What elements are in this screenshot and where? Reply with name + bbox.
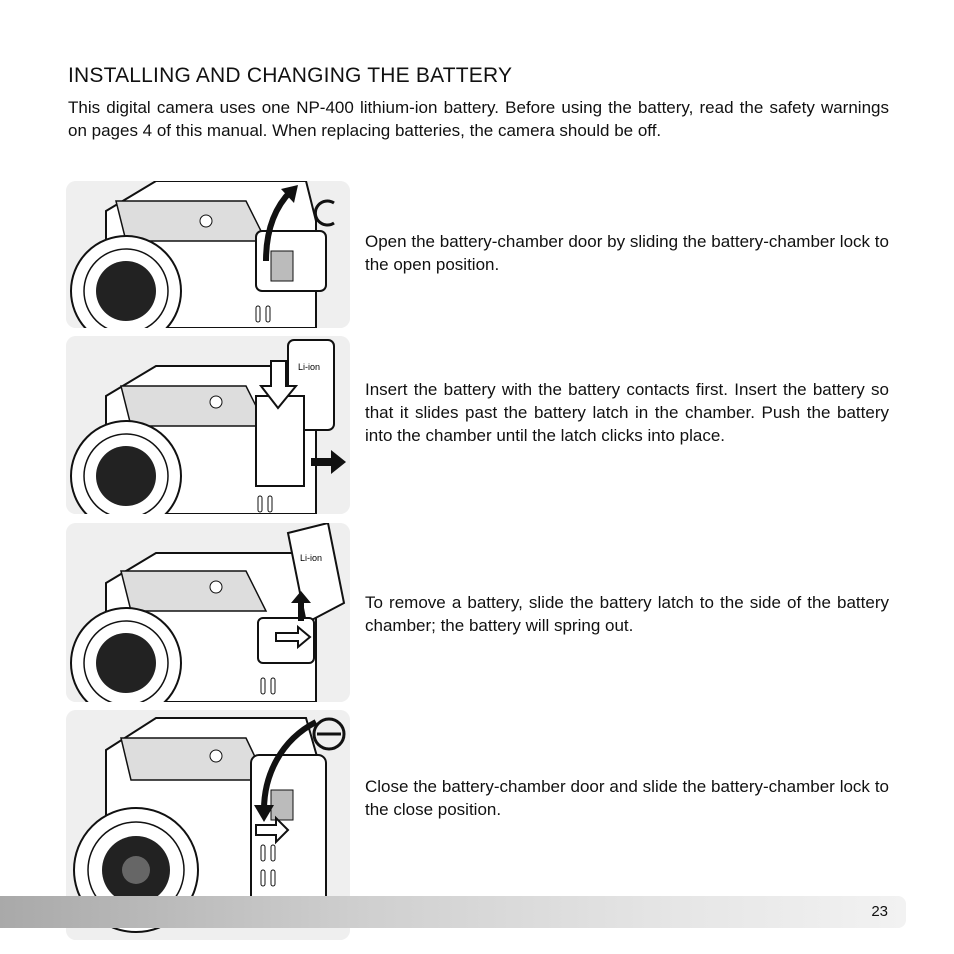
step-2-text: Insert the battery with the battery contacts first. Insert the battery so that it slides past the battery latch in the chamber. Push the battery into the chamber until the latch clicks into place. (365, 380, 889, 445)
step-1-illustration (66, 181, 350, 328)
battery-door-label: Li-ion (298, 362, 321, 372)
step-3-illustration (66, 523, 350, 702)
camera-remove-battery-drawing (66, 523, 350, 702)
step-4-text: Close the battery-chamber door and slide the battery-chamber lock to the close position. (365, 777, 889, 819)
step-1-text: Open the battery-chamber door by sliding the battery-chamber lock to the open position. (365, 232, 889, 274)
step-3-text: To remove a battery, slide the battery latch to the side of the battery chamber; the battery will spring out. (365, 593, 889, 635)
battery-door-label: Li-ion (300, 553, 323, 563)
camera-insert-battery-drawing (66, 336, 350, 514)
page-title: INSTALLING AND CHANGING THE BATTERY (68, 64, 513, 87)
camera-open-door-drawing (66, 181, 350, 328)
step-2-illustration (66, 336, 350, 514)
page-number: 23 (871, 903, 888, 920)
intro-paragraph: This digital camera uses one NP-400 lithium-ion battery. Before using the battery, read the safety warnings on pages 4 of this manual. When replacing batteries, the camera should be off. (68, 98, 889, 140)
footer-bar (0, 896, 906, 928)
